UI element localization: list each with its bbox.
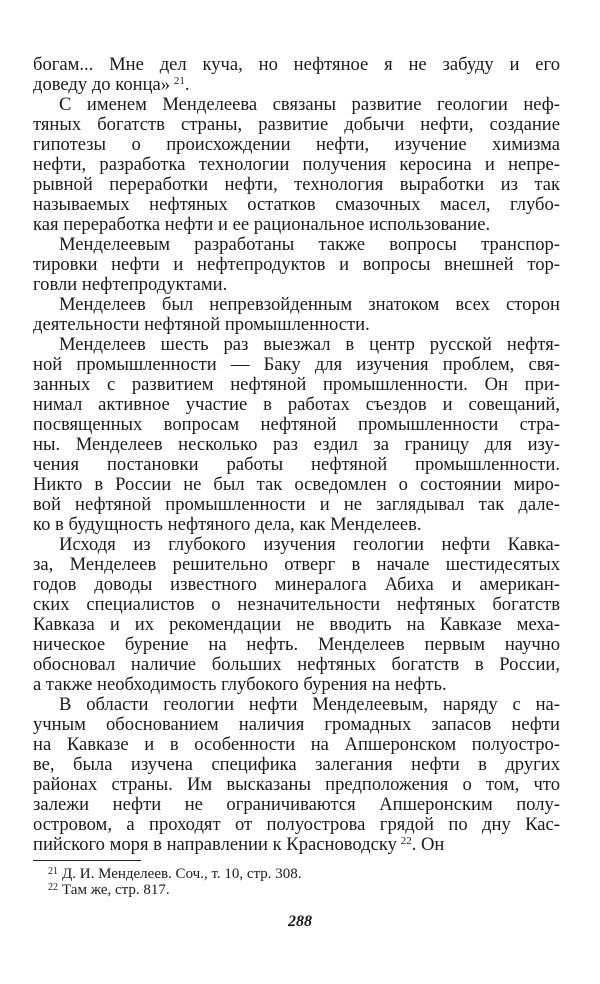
footnote-ref: 21 <box>173 75 185 87</box>
text-line: кая переработка нефти и ее рациональное использование. <box>33 214 491 235</box>
text-line: учным обоснованием наличия громадных запасов нефти <box>33 714 560 735</box>
text-line: говли нефтепродуктами. <box>33 274 228 295</box>
text-line: нефти, разработка технологии получения керосина и непре- <box>33 154 560 175</box>
paragraph <box>33 535 560 695</box>
line-text: пийского моря в направлении к Красноводску <box>33 834 397 855</box>
body-text <box>33 55 560 855</box>
text-line: а также необходимость глубокого бурения на нефть. <box>33 674 447 695</box>
text-line: рывной переработки нефти, технология выработки из так <box>33 174 560 195</box>
paragraph <box>33 695 560 855</box>
text-line: за, Менделеев решительно отверг в начале шестидесятых <box>33 554 560 575</box>
text-line: С именем Менделеева связаны развитие геологии неф- <box>59 94 560 115</box>
text-line: ной промышленности — Баку для изучения проблем, свя- <box>33 354 560 375</box>
text-line: посвященных вопросам нефтяной промышленности стра- <box>33 414 560 435</box>
text-line <box>33 75 560 95</box>
text-line: чения постановки работы нефтяной промышленности. <box>33 454 560 475</box>
text-line <box>33 835 560 855</box>
footnote <box>48 882 302 898</box>
paragraph <box>33 95 560 235</box>
text-line: годов доводы известного минералога Абиха и американ- <box>33 574 560 595</box>
footnotes <box>48 866 302 898</box>
text-line: островом, а проходят от полуострова грядой по дну Кас- <box>33 814 560 835</box>
text-line: обосновал наличие больших нефтяных богатств в России, <box>33 654 560 675</box>
text-line: залежи нефти не ограничиваются Апшеронским полу- <box>33 794 560 815</box>
text-line: В области геологии нефти Менделеевым, наряду с на- <box>59 694 560 715</box>
text-line: деятельности нефтяной промышленности. <box>33 314 370 335</box>
text-line: вой нефтяной промышленности и не заглядывал так дале- <box>33 494 560 515</box>
footnote-text: Там же, стр. 817. <box>62 882 170 898</box>
footnote-number: 22 <box>48 882 58 893</box>
text-line: тяных богатств страны, развитие добычи нефти, создание <box>33 114 560 135</box>
text-line: на Кавказе и в особенности на Апшеронском полуостро- <box>33 734 560 755</box>
text-line: Исходя из глубокого изучения геологии нефти Кавка- <box>59 534 560 555</box>
footnote <box>48 866 302 882</box>
text-line: Менделеев был непревзойденным знатоком всех сторон <box>59 294 560 315</box>
text-line: гипотезы о происхождении нефти, изучение химизма <box>33 134 560 155</box>
line-text: . <box>184 74 190 95</box>
text-line: занных с развитием нефтяной промышленности. Он при- <box>33 374 560 395</box>
text-line: нимал активное участие в работах съездов и совещаний, <box>33 394 560 415</box>
paragraph <box>33 235 560 295</box>
text-line: Кавказа и их рекомендации не вводить на Кавказе меха- <box>33 614 560 635</box>
footnote-number: 21 <box>48 866 58 877</box>
footnote-text: Д. И. Менделеев. Соч., т. 10, стр. 308. <box>62 866 302 882</box>
text-line: Менделеевым разработаны также вопросы транспор- <box>59 234 560 255</box>
footnote-divider <box>33 860 141 861</box>
text-line: называемых нефтяных остатков смазочных масел, глубо- <box>33 194 560 215</box>
text-line: тировки нефти и нефтепродуктов и вопросы внешней тор- <box>33 254 560 275</box>
line-text: доведу до конца» <box>33 74 171 95</box>
line-text: . Он <box>411 834 445 855</box>
text-line: ских специалистов о незначительности нефтяных богатств <box>33 594 560 615</box>
text-line: ко в будущность нефтяного дела, как Менделеев. <box>33 514 422 535</box>
paragraph <box>33 335 560 535</box>
text-line: ве, была изучена специфика залегания нефти в других <box>33 754 560 775</box>
text-line: районах страны. Им высказаны предположения о том, что <box>33 774 560 795</box>
text-line: ническое бурение на нефть. Менделеев первым научно <box>33 634 560 655</box>
paragraph <box>33 55 560 95</box>
text-line: Менделеев шесть раз выезжал в центр русской нефтя- <box>59 334 560 355</box>
page-number: 288 <box>288 913 312 930</box>
text-line: богам... Мне дел куча, но нефтяное я не забуду и его <box>33 54 560 75</box>
text-line: Никто в России не был так осведомлен о состоянии миро- <box>33 474 560 495</box>
paragraph <box>33 295 560 335</box>
footnote-ref: 22 <box>400 835 412 847</box>
text-line: ны. Менделеев несколько раз ездил за границу для изу- <box>33 434 560 455</box>
